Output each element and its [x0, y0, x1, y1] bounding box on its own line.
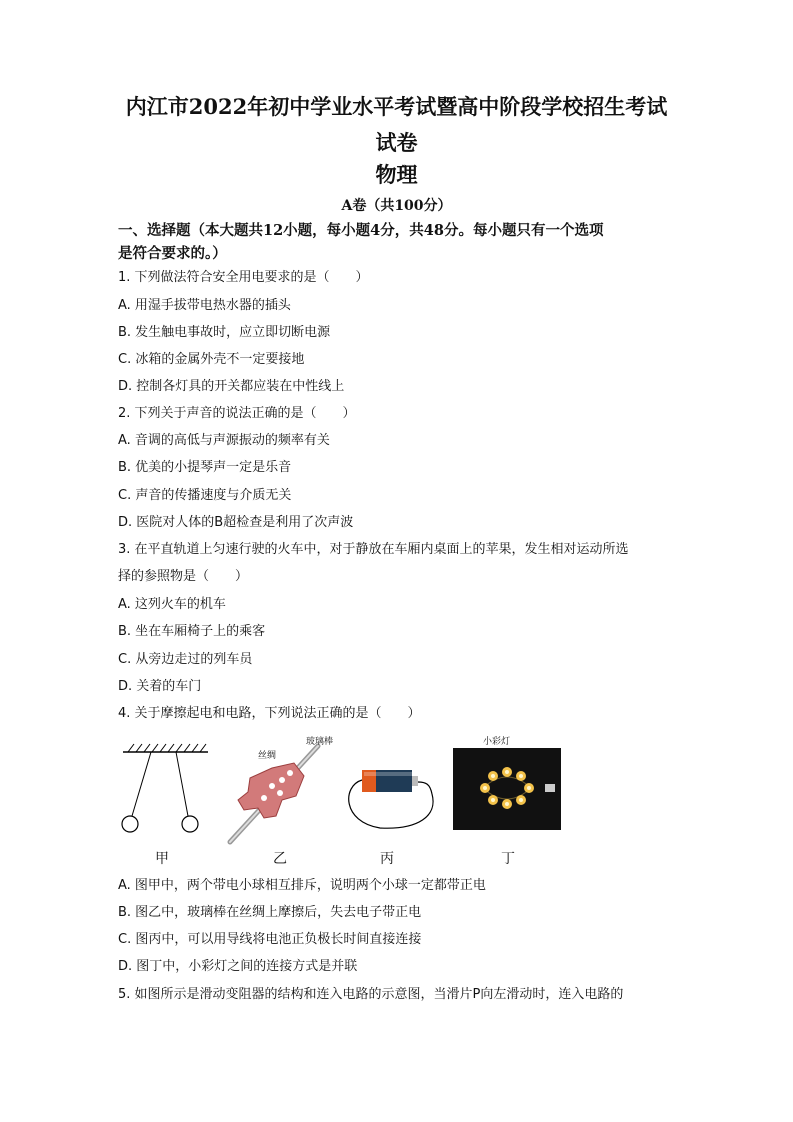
figure-jia-caption: 甲: [155, 851, 169, 867]
figure-bing-caption: 丙: [380, 851, 394, 867]
subject-title: 物理: [375, 162, 418, 187]
q2-stem: 2. 下列关于声音的说法正确的是（ ）: [118, 406, 356, 421]
q2-option-b: B. 优美的小提琴声一定是乐音: [118, 460, 292, 475]
q1-option-c: C. 冰箱的金属外壳不一定要接地: [118, 352, 305, 367]
q3-option-b: B. 坐在车厢椅子上的乘客: [118, 624, 266, 639]
exam-title-cont: 试卷: [375, 130, 418, 155]
q4-stem: 4. 关于摩擦起电和电路，下列说法正确的是（ ）: [118, 706, 421, 721]
exam-title: 内江市2022年初中学业水平考试暨高中阶段学校招生考试: [125, 94, 668, 119]
figure-yi-glass-rod-silk: [222, 738, 332, 848]
q3-option-a: A. 这列火车的机车: [118, 597, 226, 612]
q1-option-d: D. 控制各灯具的开关都应装在中性线上: [118, 379, 345, 394]
label-glass-rod: 玻璃棒: [306, 737, 334, 747]
q3-option-c: C. 从旁边走过的列车员: [118, 652, 253, 667]
q3-stem: 3. 在平直轨道上匀速行驶的火车中，对于静放在车厢内桌面上的苹果，发生相对运动所选: [118, 542, 629, 557]
figure-yi-caption: 乙: [273, 851, 287, 867]
q2-option-c: C. 声音的传播速度与介质无关: [118, 488, 292, 503]
q4-option-c: C. 图丙中，可以用导线将电池正负极长时间直接连接: [118, 932, 422, 947]
section-heading-cont: 是符合要求的。）: [118, 245, 227, 262]
q1-stem: 1. 下列做法符合安全用电要求的是（ ）: [118, 270, 369, 285]
q2-option-a: A. 音调的高低与声源振动的频率有关: [118, 433, 330, 448]
q4-figures: [118, 730, 678, 870]
q2-option-d: D. 医院对人体的B超检查是利用了次声波: [118, 515, 354, 530]
figure-bing-battery-circuit: [340, 760, 440, 840]
figure-ding-caption: 丁: [501, 851, 515, 867]
label-small-lights: 小彩灯: [483, 737, 511, 747]
q3-option-d: D. 关着的车门: [118, 679, 202, 694]
q4-option-b: B. 图乙中，玻璃棒在丝绸上摩擦后，失去电子带正电: [118, 905, 422, 920]
q4-option-d: D. 图丁中，小彩灯之间的连接方式是并联: [118, 959, 358, 974]
label-silk: 丝绸: [258, 751, 277, 761]
section-heading: 一、选择题（本大题共12小题，每小题4分，共48分。每小题只有一个选项: [118, 222, 604, 239]
q1-option-b: B. 发生触电事故时，应立即切断电源: [118, 325, 331, 340]
q1-option-a: A. 用湿手拔带电热水器的插头: [118, 298, 291, 313]
figure-ding-string-lights: [453, 748, 561, 830]
volume-title: A卷（共100分）: [341, 198, 452, 214]
q4-option-a: A. 图甲中，两个带电小球相互排斥，说明两个小球一定都带正电: [118, 878, 486, 893]
q3-stem-cont: 择的参照物是（ ）: [118, 569, 249, 584]
figure-jia-pendulums: [118, 742, 213, 837]
q5-stem: 5. 如图所示是滑动变阻器的结构和连入电路的示意图，当滑片P向左滑动时，连入电路的: [118, 987, 624, 1002]
